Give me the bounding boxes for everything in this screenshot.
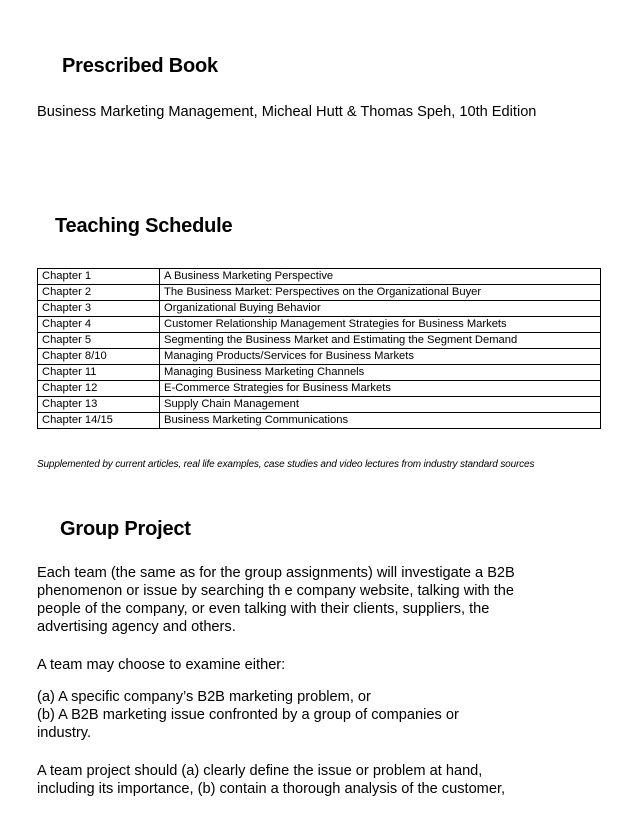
supplement-note: Supplemented by current articles, real life examples, case studies and video lectures from industry standard sources: [37, 459, 535, 470]
paragraph-line: advertising agency and others.: [37, 619, 236, 635]
topic-cell: A Business Marketing Perspective: [160, 269, 601, 285]
chapter-cell: Chapter 3: [38, 301, 160, 317]
topic-cell: Business Marketing Communications: [160, 413, 601, 429]
chapter-cell: Chapter 1: [38, 269, 160, 285]
table-row: [38, 317, 601, 333]
paragraph-line: phenomenon or issue by searching th e company website, talking with the: [37, 583, 515, 599]
chapter-cell: Chapter 5: [38, 333, 160, 349]
topic-cell: Organizational Buying Behavior: [160, 301, 601, 317]
table-row: [38, 365, 601, 381]
paragraph-line: A team project should (a) clearly define the issue or problem at hand,: [37, 763, 483, 779]
group-project-heading: Group Project: [60, 518, 191, 540]
table-row: [38, 333, 601, 349]
table-row: [38, 349, 601, 365]
topic-cell: Managing Products/Services for Business Markets: [160, 349, 601, 365]
project-paragraph-1: [37, 564, 515, 636]
prescribed-book-heading: Prescribed Book: [62, 55, 218, 77]
table-row: [38, 285, 601, 301]
paragraph-line: including its importance, (b) contain a thorough analysis of the customer,: [37, 781, 506, 797]
table-row: [38, 301, 601, 317]
teaching-schedule-table: [37, 268, 601, 429]
prescribed-book-text: Business Marketing Management, Micheal Hutt & Thomas Speh, 10th Edition: [37, 104, 537, 120]
project-paragraph-3: [37, 688, 459, 742]
project-paragraph-2: A team may choose to examine either:: [37, 657, 286, 673]
paragraph-line: (b) A B2B marketing issue confronted by a group of companies or: [37, 707, 459, 723]
topic-cell: E-Commerce Strategies for Business Markets: [160, 381, 601, 397]
project-paragraph-4: [37, 762, 505, 798]
table-row: [38, 397, 601, 413]
topic-cell: Supply Chain Management: [160, 397, 601, 413]
topic-cell: Managing Business Marketing Channels: [160, 365, 601, 381]
chapter-cell: Chapter 13: [38, 397, 160, 413]
paragraph-line: Each team (the same as for the group assignments) will investigate a B2B: [37, 565, 515, 581]
teaching-schedule-heading: Teaching Schedule: [55, 215, 233, 237]
chapter-cell: Chapter 11: [38, 365, 160, 381]
chapter-cell: Chapter 8/10: [38, 349, 160, 365]
paragraph-line: industry.: [37, 725, 92, 741]
table-row: [38, 381, 601, 397]
table-row: [38, 269, 601, 285]
topic-cell: Segmenting the Business Market and Estimating the Segment Demand: [160, 333, 601, 349]
topic-cell: Customer Relationship Management Strategies for Business Markets: [160, 317, 601, 333]
paragraph-line: people of the company, or even talking with their clients, suppliers, the: [37, 601, 490, 617]
table-row: [38, 413, 601, 429]
chapter-cell: Chapter 2: [38, 285, 160, 301]
topic-cell: The Business Market: Perspectives on the Organizational Buyer: [160, 285, 601, 301]
chapter-cell: Chapter 14/15: [38, 413, 160, 429]
chapter-cell: Chapter 12: [38, 381, 160, 397]
chapter-cell: Chapter 4: [38, 317, 160, 333]
paragraph-line: (a) A specific company’s B2B marketing problem, or: [37, 689, 371, 705]
